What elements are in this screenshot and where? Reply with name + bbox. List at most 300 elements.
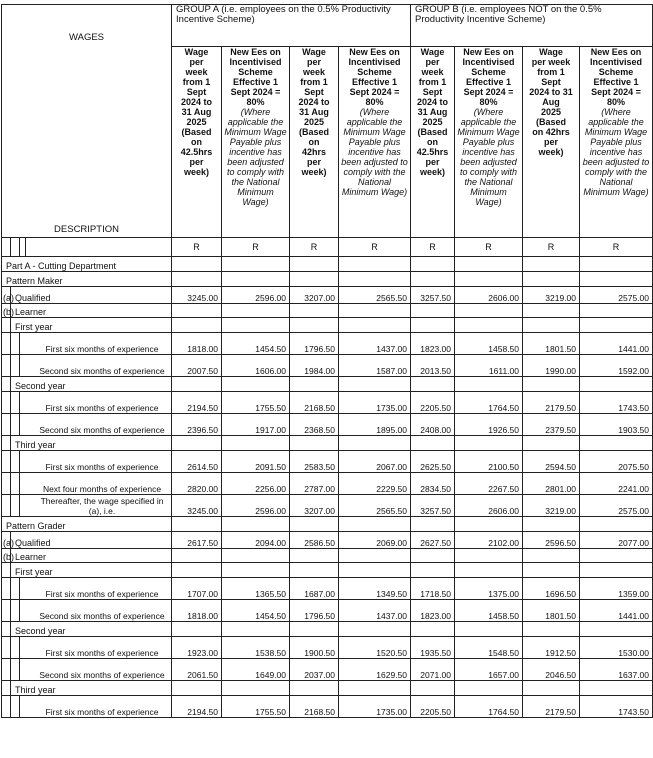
empty-cell <box>290 436 339 451</box>
table-row <box>2 451 653 473</box>
empty-cell <box>339 272 411 287</box>
empty-cell <box>580 517 653 532</box>
row-label: Learner <box>11 549 172 563</box>
wage-value: 3257.50 <box>411 287 455 304</box>
empty-cell <box>580 436 653 451</box>
wage-value: 2179.50 <box>523 696 580 718</box>
currency-label: R <box>455 238 523 257</box>
group-b-wage-42-header: Wage per week from 1 Sept 2024 to 31 Aug 2025 (Based on 42hrs per week) <box>523 47 580 238</box>
indent-cell <box>2 563 11 578</box>
empty-cell <box>290 272 339 287</box>
experience-label: First six months of experience <box>20 451 172 473</box>
wage-value: 2787.00 <box>290 473 339 495</box>
wage-value: 1587.00 <box>339 355 411 377</box>
indent-cell <box>2 473 11 495</box>
wage-value: 2820.00 <box>172 473 222 495</box>
wage-value: 1538.50 <box>222 637 290 659</box>
row-label: Qualified <box>11 287 172 304</box>
wage-value: 3245.00 <box>172 495 222 517</box>
table-row <box>2 696 653 718</box>
section-label: Part A - Cutting Department <box>2 257 172 272</box>
empty-cell <box>290 257 339 272</box>
group-a-header: GROUP A (i.e. employees on the 0.5% Productivity Incentive Scheme) <box>172 5 411 47</box>
wage-value: 1365.50 <box>222 578 290 600</box>
table-row <box>2 659 653 681</box>
empty-cell <box>222 377 290 392</box>
empty-cell <box>411 257 455 272</box>
wage-value: 2596.00 <box>222 287 290 304</box>
indent-cell <box>11 414 20 436</box>
wage-value: 1530.00 <box>580 637 653 659</box>
empty-cell <box>455 549 523 563</box>
empty-cell <box>339 304 411 318</box>
experience-label: First six months of experience <box>20 578 172 600</box>
wage-value: 1441.00 <box>580 333 653 355</box>
wage-value: 2046.50 <box>523 659 580 681</box>
wage-value: 1606.00 <box>222 355 290 377</box>
empty-cell <box>580 622 653 637</box>
experience-label: Second six months of experience <box>20 414 172 436</box>
wage-value: 1764.50 <box>455 392 523 414</box>
wage-table <box>1 4 653 718</box>
wage-value: 1917.00 <box>222 414 290 436</box>
wage-value: 1984.00 <box>290 355 339 377</box>
indent-cell <box>11 600 20 622</box>
empty-cell <box>339 563 411 578</box>
table-row <box>2 377 653 392</box>
indent-cell <box>2 495 11 517</box>
empty-cell <box>523 377 580 392</box>
wage-value: 1743.50 <box>580 392 653 414</box>
empty-cell <box>339 517 411 532</box>
row-label: Qualified <box>11 532 172 549</box>
empty-cell <box>411 304 455 318</box>
empty-cell <box>222 549 290 563</box>
empty-cell <box>455 622 523 637</box>
table-row <box>2 392 653 414</box>
wage-value: 2069.00 <box>339 532 411 549</box>
table-row <box>2 578 653 600</box>
empty-cell <box>523 318 580 333</box>
empty-cell <box>290 681 339 696</box>
wage-value: 2627.50 <box>411 532 455 549</box>
wages-label: WAGES <box>69 32 105 43</box>
empty-cell <box>411 318 455 333</box>
table-row <box>2 637 653 659</box>
year-label: Second year <box>11 622 172 637</box>
group-a-new-ees-42-note: (Where applicable the Minimum Wage Payable plus incentive has been adjusted to comply with the National Minimum Wage) <box>341 107 408 197</box>
wage-value: 1437.00 <box>339 333 411 355</box>
wage-value: 1454.50 <box>222 333 290 355</box>
group-b-new-ees-42-note: (Where applicable the Minimum Wage Payable plus incentive has been adjusted to comply with the National Minimum Wage) <box>582 107 650 197</box>
empty-cell <box>290 517 339 532</box>
currency-label: R <box>411 238 455 257</box>
wage-value: 2071.00 <box>411 659 455 681</box>
wage-value: 2091.50 <box>222 451 290 473</box>
row-label: Learner <box>11 304 172 318</box>
indent-cell <box>2 637 11 659</box>
experience-label: First six months of experience <box>20 333 172 355</box>
wage-value: 3207.00 <box>290 287 339 304</box>
wage-value: 2368.50 <box>290 414 339 436</box>
wage-value: 2801.00 <box>523 473 580 495</box>
table-row <box>2 414 653 436</box>
empty-cell <box>172 272 222 287</box>
empty-cell <box>411 622 455 637</box>
wage-value: 1796.50 <box>290 333 339 355</box>
indent-cell <box>2 578 11 600</box>
wage-value: 1796.50 <box>290 600 339 622</box>
wage-value: 2617.50 <box>172 532 222 549</box>
experience-label: First six months of experience <box>20 637 172 659</box>
empty-cell <box>411 517 455 532</box>
wage-value: 2596.00 <box>222 495 290 517</box>
empty-cell <box>523 436 580 451</box>
wage-value: 1923.00 <box>172 637 222 659</box>
table-row <box>2 600 653 622</box>
wage-value: 2565.50 <box>339 495 411 517</box>
row-index: (a) <box>2 287 11 304</box>
wage-value: 2007.50 <box>172 355 222 377</box>
empty-cell <box>455 517 523 532</box>
wage-value: 2077.00 <box>580 532 653 549</box>
wage-value: 1375.00 <box>455 578 523 600</box>
empty-cell <box>172 549 222 563</box>
wage-value: 1696.50 <box>523 578 580 600</box>
indent-cell <box>2 622 11 637</box>
indent-cell <box>2 696 11 718</box>
indent-cell <box>2 451 11 473</box>
indent-cell <box>11 392 20 414</box>
wage-value: 1801.50 <box>523 600 580 622</box>
indent-cell <box>2 414 11 436</box>
experience-label: Second six months of experience <box>20 659 172 681</box>
wage-value: 1707.00 <box>172 578 222 600</box>
table-row <box>2 355 653 377</box>
wage-value: 1755.50 <box>222 696 290 718</box>
wage-value: 2575.00 <box>580 495 653 517</box>
wage-value: 1823.00 <box>411 600 455 622</box>
empty-cell <box>580 257 653 272</box>
indent-cell <box>2 600 11 622</box>
section-label: Pattern Grader <box>2 517 172 532</box>
empty-cell <box>222 272 290 287</box>
wage-value: 1755.50 <box>222 392 290 414</box>
wage-value: 1900.50 <box>290 637 339 659</box>
table-row <box>2 495 653 517</box>
empty-cell <box>580 377 653 392</box>
indent-cell <box>2 659 11 681</box>
empty-cell <box>523 622 580 637</box>
experience-label: Next four months of experience <box>20 473 172 495</box>
row-index: (b) <box>2 304 11 318</box>
empty-cell <box>580 304 653 318</box>
row-index: (a) <box>2 532 11 549</box>
group-b-wage-425-header: Wage per week from 1 Sept 2024 to 31 Aug 2025 (Based on 42.5hrs per week) <box>411 47 455 238</box>
empty-cell <box>580 272 653 287</box>
empty-cell <box>290 563 339 578</box>
wage-value: 2229.50 <box>339 473 411 495</box>
wage-value: 2606.00 <box>455 287 523 304</box>
wage-value: 2179.50 <box>523 392 580 414</box>
table-row <box>2 681 653 696</box>
year-label: First year <box>11 318 172 333</box>
empty-cell <box>290 377 339 392</box>
wage-value: 2075.50 <box>580 451 653 473</box>
wage-value: 1801.50 <box>523 333 580 355</box>
empty-cell <box>411 681 455 696</box>
empty-cell <box>523 304 580 318</box>
wage-value: 2061.50 <box>172 659 222 681</box>
group-b-new-ees-note: (Where applicable the Minimum Wage Payable plus incentive has been adjusted to comply with the National Minimum Wage) <box>457 107 520 207</box>
wage-value: 2594.50 <box>523 451 580 473</box>
wage-value: 1629.50 <box>339 659 411 681</box>
wage-value: 1454.50 <box>222 600 290 622</box>
wage-value: 1735.00 <box>339 392 411 414</box>
table-row <box>2 304 653 318</box>
empty-cell <box>455 436 523 451</box>
wage-value: 2834.50 <box>411 473 455 495</box>
year-label: Third year <box>11 681 172 696</box>
wage-value: 2596.50 <box>523 532 580 549</box>
indent-cell <box>11 637 20 659</box>
wage-value: 1818.00 <box>172 600 222 622</box>
currency-row-spacer <box>2 238 11 257</box>
wage-value: 2586.50 <box>290 532 339 549</box>
wage-value: 1764.50 <box>455 696 523 718</box>
wage-value: 2396.50 <box>172 414 222 436</box>
wage-value: 3207.00 <box>290 495 339 517</box>
indent-cell <box>2 377 11 392</box>
wage-value: 1990.00 <box>523 355 580 377</box>
wage-value: 1592.00 <box>580 355 653 377</box>
table-row <box>2 257 653 272</box>
wage-value: 3245.00 <box>172 287 222 304</box>
currency-label: R <box>339 238 411 257</box>
empty-cell <box>339 436 411 451</box>
empty-cell <box>172 304 222 318</box>
wage-value: 1903.50 <box>580 414 653 436</box>
experience-label: Second six months of experience <box>20 600 172 622</box>
wage-value: 2168.50 <box>290 392 339 414</box>
empty-cell <box>339 622 411 637</box>
empty-cell <box>339 549 411 563</box>
currency-label: R <box>172 238 222 257</box>
wage-value: 2205.50 <box>411 392 455 414</box>
indent-cell <box>2 318 11 333</box>
empty-cell <box>222 622 290 637</box>
table-row <box>2 473 653 495</box>
wage-value: 1735.00 <box>339 696 411 718</box>
wage-value: 1823.00 <box>411 333 455 355</box>
wage-value: 2100.50 <box>455 451 523 473</box>
table-row <box>2 436 653 451</box>
empty-cell <box>339 257 411 272</box>
wage-value: 1818.00 <box>172 333 222 355</box>
empty-cell <box>580 318 653 333</box>
currency-label: R <box>290 238 339 257</box>
indent-cell <box>11 473 20 495</box>
currency-row-spacer <box>11 238 20 257</box>
wage-value: 1935.50 <box>411 637 455 659</box>
empty-cell <box>290 304 339 318</box>
indent-cell <box>11 578 20 600</box>
table-row <box>2 272 653 287</box>
empty-cell <box>339 681 411 696</box>
indent-cell <box>11 495 20 517</box>
empty-cell <box>290 318 339 333</box>
table-row <box>2 549 653 563</box>
group-b-new-ees-42-header: New Ees on Incentivised Scheme Effective 1 Sept 2024 = 80% (Where applicable the Minimum Wage Payable plus incentive has been adjusted to comply with the National Minimum Wage) <box>580 47 653 238</box>
empty-cell <box>172 318 222 333</box>
empty-cell <box>455 563 523 578</box>
empty-cell <box>455 377 523 392</box>
description-label: DESCRIPTION <box>54 224 119 235</box>
group-a-new-ees-note: (Where applicable the Minimum Wage Payable plus incentive has been adjusted to comply with the National Minimum Wage) <box>224 107 287 207</box>
table-row <box>2 517 653 532</box>
wage-value: 2565.50 <box>339 287 411 304</box>
wage-value: 2168.50 <box>290 696 339 718</box>
currency-label: R <box>523 238 580 257</box>
row-index: (b) <box>2 549 11 563</box>
wage-value: 1649.00 <box>222 659 290 681</box>
empty-cell <box>172 436 222 451</box>
empty-cell <box>222 304 290 318</box>
wage-value: 2194.50 <box>172 392 222 414</box>
table-row <box>2 333 653 355</box>
wage-value: 1895.00 <box>339 414 411 436</box>
wage-value: 1657.00 <box>455 659 523 681</box>
table-row <box>2 318 653 333</box>
empty-cell <box>523 257 580 272</box>
wage-value: 1437.00 <box>339 600 411 622</box>
wage-value: 2408.00 <box>411 414 455 436</box>
wage-value: 2583.50 <box>290 451 339 473</box>
group-a-wage-425-header: Wage per week from 1 Sept 2024 to 31 Aug 2025 (Based on 42.5hrs per week) <box>172 47 222 238</box>
empty-cell <box>523 681 580 696</box>
empty-cell <box>411 549 455 563</box>
empty-cell <box>580 681 653 696</box>
wage-value: 1912.50 <box>523 637 580 659</box>
section-label: Pattern Maker <box>2 272 172 287</box>
year-label: First year <box>11 563 172 578</box>
experience-label: First six months of experience <box>20 696 172 718</box>
wage-value: 2614.50 <box>172 451 222 473</box>
empty-cell <box>172 257 222 272</box>
empty-cell <box>580 549 653 563</box>
indent-cell <box>2 333 11 355</box>
wage-value: 1441.00 <box>580 600 653 622</box>
wage-value: 2625.50 <box>411 451 455 473</box>
empty-cell <box>580 563 653 578</box>
group-a-new-ees-header: New Ees on Incentivised Scheme Effective 1 Sept 2024 = 80% (Where applicable the Minimum Wage Payable plus incentive has been adjusted to comply with the National Minimum Wage) <box>222 47 290 238</box>
empty-cell <box>455 257 523 272</box>
empty-cell <box>222 436 290 451</box>
empty-cell <box>222 563 290 578</box>
empty-cell <box>455 318 523 333</box>
wage-value: 1548.50 <box>455 637 523 659</box>
wages-header <box>2 5 172 238</box>
empty-cell <box>411 563 455 578</box>
wage-value: 1718.50 <box>411 578 455 600</box>
empty-cell <box>172 563 222 578</box>
wage-value: 1359.00 <box>580 578 653 600</box>
wage-value: 2379.50 <box>523 414 580 436</box>
wage-value: 2606.00 <box>455 495 523 517</box>
wage-value: 2094.00 <box>222 532 290 549</box>
currency-label: R <box>222 238 290 257</box>
table-row <box>2 622 653 637</box>
empty-cell <box>455 681 523 696</box>
wage-value: 1637.00 <box>580 659 653 681</box>
empty-cell <box>290 622 339 637</box>
empty-cell <box>339 318 411 333</box>
indent-cell <box>11 659 20 681</box>
indent-cell <box>11 451 20 473</box>
empty-cell <box>222 681 290 696</box>
wage-value: 2194.50 <box>172 696 222 718</box>
empty-cell <box>172 622 222 637</box>
wage-value: 2102.00 <box>455 532 523 549</box>
wage-value: 1611.00 <box>455 355 523 377</box>
empty-cell <box>523 272 580 287</box>
empty-cell <box>172 517 222 532</box>
indent-cell <box>11 355 20 377</box>
empty-cell <box>172 377 222 392</box>
wage-value: 2241.00 <box>580 473 653 495</box>
empty-cell <box>290 549 339 563</box>
wage-value: 3219.00 <box>523 495 580 517</box>
experience-label: Second six months of experience <box>20 355 172 377</box>
currency-row-spacer <box>26 238 172 257</box>
table-row <box>2 532 653 549</box>
group-b-header: GROUP B (i.e. employees NOT on the 0.5% Productivity Incentive Scheme) <box>411 5 653 47</box>
empty-cell <box>222 318 290 333</box>
indent-cell <box>2 681 11 696</box>
wage-value: 1520.50 <box>339 637 411 659</box>
wage-value: 1458.50 <box>455 333 523 355</box>
wage-value: 1458.50 <box>455 600 523 622</box>
currency-label: R <box>580 238 653 257</box>
empty-cell <box>172 681 222 696</box>
experience-label: Thereafter, the wage specified in (a), i.e. <box>20 495 172 517</box>
empty-cell <box>222 517 290 532</box>
wage-value: 2067.00 <box>339 451 411 473</box>
empty-cell <box>411 272 455 287</box>
table-row <box>2 563 653 578</box>
group-a-new-ees-42-header: New Ees on Incentivised Scheme Effective 1 Sept 2024 = 80% (Where applicable the Minimum Wage Payable plus incentive has been adjusted to comply with the National Minimum Wage) <box>339 47 411 238</box>
empty-cell <box>411 436 455 451</box>
indent-cell <box>11 333 20 355</box>
empty-cell <box>411 377 455 392</box>
group-a-wage-42-header: Wage per week from 1 Sept 2024 to 31 Aug 2025 (Based on 42hrs per week) <box>290 47 339 238</box>
empty-cell <box>455 272 523 287</box>
empty-cell <box>222 257 290 272</box>
wage-value: 2037.00 <box>290 659 339 681</box>
empty-cell <box>455 304 523 318</box>
wage-value: 2013.50 <box>411 355 455 377</box>
group-b-new-ees-header: New Ees on Incentivised Scheme Effective 1 Sept 2024 = 80% (Where applicable the Minimum Wage Payable plus incentive has been adjusted to comply with the National Minimum Wage) <box>455 47 523 238</box>
wage-value: 2256.00 <box>222 473 290 495</box>
wage-value: 1349.50 <box>339 578 411 600</box>
wage-value: 2575.00 <box>580 287 653 304</box>
wage-value: 2267.50 <box>455 473 523 495</box>
indent-cell <box>2 392 11 414</box>
empty-cell <box>523 517 580 532</box>
wage-value: 3257.50 <box>411 495 455 517</box>
indent-cell <box>2 436 11 451</box>
wage-value: 3219.00 <box>523 287 580 304</box>
